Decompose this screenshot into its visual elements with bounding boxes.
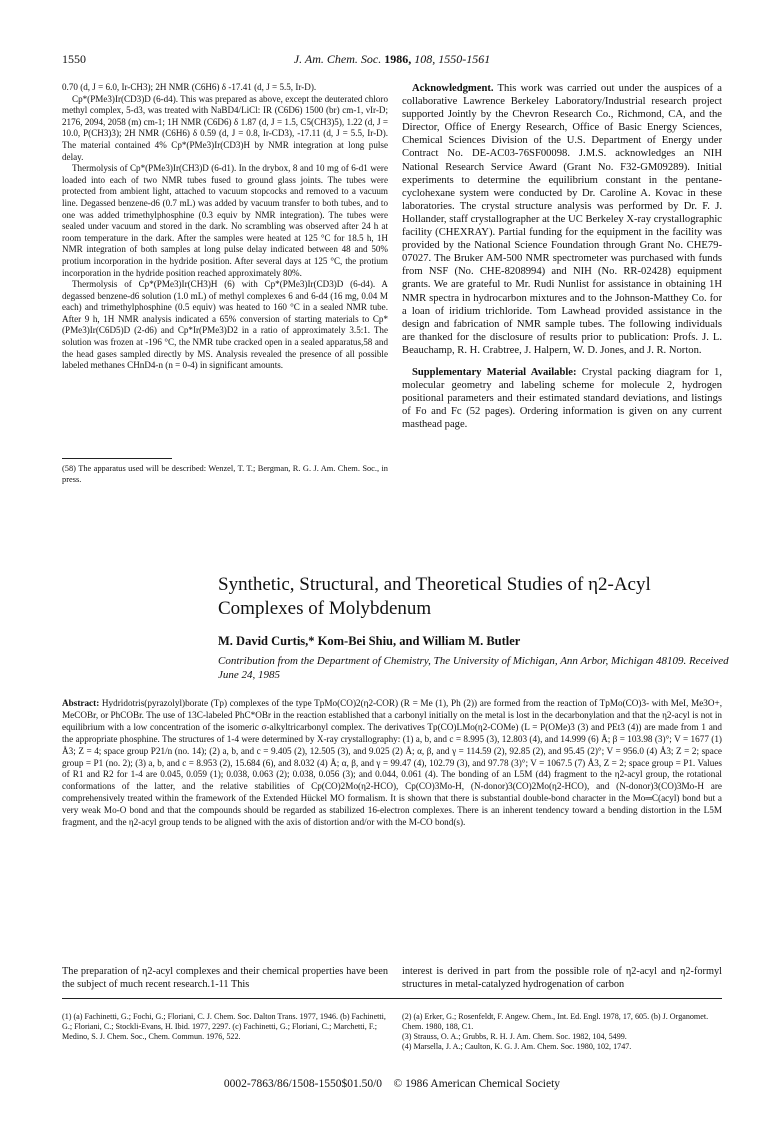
acknowledgment-text: This work was carried out under the auspices of a collaborative Lawrence Berkeley Laboratory/Industrial research project supported Jointly by the Chevron Research Co., Richmond, CA, and the Director, Office of Energy Research, Office of Basic Energy Sciences, Chemical Sciences Division of the U.S. Department of Energy under Contract No. DE-AC03-76SF00098. J.M.S. acknowledges an NIH National Research Service Award (Grant No. F32-GM09289). Initial experiments to determine the equilibrium constant in the pentane-cyclohexane system were conducted by Dr. Caroline A. Kovac in these laboratories. The crystal structure analysis was performed by Dr. F. J. Hollander, staff crystallographer at the UC Berkeley X-ray crystallographic facility (CHEXRAY). Partial funding for the equipment in the facility was provided by the National Science Foundation through Grant No. CHE79-07027. The Bruker AM-500 NMR spectrometer was purchased with funds from NSF (No. CHE-8208994) and NIH (No. RR-02428) equipment grants. We are grateful to Mr. Rudi Nunlist for assistance in obtaining 1H NMR spectra in hydrocarbon mixtures and to the Johnson-Matthey Co. for a loan of iridium trichloride. Tom Lawhead provided assistance in the design and fabrication of NMR sample tubes. The following individuals are thanked for the disclosure of results prior to publication: Profs. J. L. Beauchamp, R. H. Crabtree, J. Halpern, W. D. Jones, and J. R. Norton.	[402, 83, 722, 356]
footnote-58: (58) The apparatus used will be described: Wenzel, T. T.; Bergman, R. G. J. Am. Chem. Soc., in press.	[62, 464, 388, 484]
abstract	[62, 698, 722, 829]
journal-citation	[62, 52, 722, 67]
paragraph: Thermolysis of Cp*(PMe3)Ir(CH3)H (6) with Cp*(PMe3)Ir(CD3)D (6-d4). A degassed benzene-d6 solution (1.0 mL) of methyl complexes 6 and 6-d4 (16 mg, 0.04 M each) and trimethylphosphine (0.5 equiv) was heated to 160 °C in a sealed NMR tube. After 9 h, 1H NMR analysis indicated a 65% conversion of starting materials to Cp*(PMe3)Ir(C6D5)D (2-d6) and Cp*Ir(PMe3)D2 in a ratio of approximately 3.5:1. The solution was frozen at -196 °C, the NMR tube cracked open in a sealed apparatus,58 and the head gases sampled directly by MS. Analysis revealed the presence of all possible labeled methanes CHnD4-n (n = 0-4) in significant amounts.	[62, 279, 388, 371]
footnotes-right	[402, 1012, 722, 1052]
paragraph: Cp*(PMe3)Ir(CD3)D (6-d4). This was prepared as above, except the deuterated chloro methyl complex, 5-d3, was treated with NaBD4/LiCl: IR (C6D6) 1500 (br) cm-1, νIr-D; 2176, 2094, 2058 (m) cm-1; 1H NMR (C6D6) δ 1.87 (d, J = 1.5, C5(CH3)5), 1.22 (d, J = 10.0, P(CH3)3); 2H NMR (C6H6) δ 0.59 (d, J = 0.8, Ir-CD3), -17.11 (d, J = 5.5, Ir-D). The material contained 4% Cp*(PMe3)Ir(CD3)H by NMR integration at long pulse delay.	[62, 93, 388, 162]
left-column-text	[62, 82, 388, 372]
acknowledgment-label: Acknowledgment.	[412, 83, 494, 94]
paragraph: Thermolysis of Cp*(PMe3)Ir(CH3)D (6-d1). In the drybox, 8 and 10 mg of 6-d1 were loaded into each of two NMR tubes fused to ground glass joints. The tubes were protected from ambient light, attached to vacuum stopcocks and removed to a vacuum line. Degassed benzene-d6 (0.7 mL) was added by vacuum transfer to both tubes, and to one was added trimethylphosphine (0.3 equiv by NMR integration). The tubes were sealed under vacuum and stored in the dark. No scrambling was observed after 24 h at room temperature in the dark. After the samples were heated at 125 °C for 18.5 h, 1H NMR integration of both samples at long pulse delay indicated between 48 and 50% protium incorporation in the hydride position. After several days at 125 °C, the protium incorporation in the hydride position reached approximately 80%.	[62, 163, 388, 278]
article-authors: M. David Curtis,* Kom-Bei Shiu, and William M. Butler	[218, 634, 521, 648]
acknowledgment	[402, 82, 722, 357]
journal-name: J. Am. Chem. Soc.	[293, 52, 382, 66]
running-header	[62, 52, 722, 72]
abstract-text: Hydridotris(pyrazolyl)borate (Tp) complexes of the type TpMo(CO)2(η2-COR) (R = Me (1), Ph (2)) are formed from the reaction of TpMo(CO)3- with MeI, Me3O+, MeCOBr, or PhCOBr. The use of 13C-labeled PhC*OBr in the reaction established that a carbonyl initially on the metal is lost in the decarbonylation and that the η2-acyl is not in equilibrium with a low concentration of the isomeric σ-alkyltricarbonyl complex. The derivatives Tp(CO)LMo(η2-COMe) (L = P(OMe)3 (3) and PEt3 (4)) are made from 1 and the appropriate phosphine. The structures of 1-4 were determined by X-ray crystallography: (1) a, b, and c = 8.995 (3), 12.803 (4), and 14.999 (6) Å; β = 103.98 (3)°; V = 1677 (1) Å3; Z = 4; space group P21/n (no. 14); (2) a, b, and c = 9.405 (2), 12.505 (3), and 9.025 (2) Å; α, β, and γ = 114.59 (2), 92.85 (2), and 95.45 (2)°; V = 956.0 (4) Å3; Z = 2; space group = P1 (no. 2); (3) a, b, and c = 8.953 (2), 15.684 (6), and 8.032 (4) Å; α, β, and γ = 99.47 (4), 102.79 (3), and 97.78 (3)°; V = 1067.5 (7) Å3, Z = 2; space group = P1. Values of R1 and R2 for 1-4 are 0.045, 0.059 (1); 0.038, 0.063 (2); 0.038, 0.056 (3); and 0.044, 0.061 (4). The bonding of an L5M (d4) fragment to the η2-acyl group, the rotational conformations of the latter, and the relative stabilities of Cp(CO)2Mo(η2-HCO), Cp(CO)3Mo-H, (N-donor)3(CO)2Mo(η2-HCO), and (N-donor)3(CO)3Mo-H are comprehensively treated within the framework of the Extended Hückel MO formalism. It is shown that there is substantial double-bond character in the Mo═C(acyl) bond but a very weak Mo-O bond and that the compounds should be regarded as stabilized 16-electron complexes. There is an inherent tendency toward a bending distortion in the L5M fragment, and the η2-acyl group tends to be aligned with the axis of distortion and/or with the M-CO bond(s).	[62, 698, 723, 828]
footnotes-left	[62, 1012, 388, 1042]
intro-right: interest is derived in part from the possible role of η2-acyl and η2-formyl structures in metal-catalyzed hydrogenation of carbon	[402, 966, 722, 990]
supplementary-text: Crystal packing diagram for 1, molecular geometry and labeling scheme for molecule 2, hydrogen positional parameters and their estimated standard deviations, and listings of Fo and Fc (52 pages). Ordering information is given on any current masthead page.	[402, 366, 722, 431]
journal-pages: 1550-1561	[438, 52, 491, 66]
footnote-item: (1) (a) Fachinetti, G.; Fochi, G.; Floriani, C. J. Chem. Soc. Dalton Trans. 1977, 1946. (b) Fachinetti, G.; Floriani, C.; Stockli-Evans, H. Ibid. 1977, 2297. (c) Fachinetti, G.; Floriani, C.; Marchetti, F.; Medino, S. J. Chem. Soc., Chem. Commun. 1976, 522.	[62, 1012, 386, 1042]
journal-year: 1986,	[384, 52, 412, 66]
abstract-label: Abstract:	[62, 698, 100, 708]
right-column-text	[402, 82, 722, 440]
paragraph: 0.70 (d, J = 6.0, Ir-CH3); 2H NMR (C6H6) δ -17.41 (d, J = 5.5, Ir-D).	[62, 82, 317, 92]
intro-left: The preparation of η2-acyl complexes and their chemical properties have been the subject of much recent research.1-11 This	[62, 966, 388, 990]
footnote-rule	[62, 998, 722, 999]
copyright: © 1986 American Chemical Society	[393, 1078, 561, 1090]
supplementary-label: Supplementary Material Available:	[412, 366, 577, 378]
page-number: 1550	[62, 52, 86, 66]
journal-volume: 108,	[414, 52, 436, 66]
page-footer	[62, 1078, 722, 1090]
footnote-item: (2) (a) Erker, G.; Rosenfeldt, F. Angew. Chem., Int. Ed. Engl. 1978, 17, 605. (b) J. Organomet. Chem. 1980, 188, C1.	[402, 1012, 709, 1032]
article-code: 0002-7863/86/1508-1550$01.50/0	[223, 1078, 383, 1090]
footnote-divider	[62, 458, 172, 459]
footnote-item: (4) Marsella, J. A.; Caulton, K. G. J. Am. Chem. Soc. 1980, 102, 1747.	[402, 1042, 632, 1052]
supplementary-material	[402, 366, 722, 431]
article-affiliation: Contribution from the Department of Chemistry, The University of Michigan, Ann Arbor, Michigan 48109. Received June 24, 1985	[218, 655, 729, 681]
footnote-item: (3) Strauss, O. A.; Grubbs, R. H. J. Am. Chem. Soc. 1982, 104, 5499.	[402, 1032, 627, 1042]
article-title: Synthetic, Structural, and Theoretical Studies of η2-Acyl Complexes of Molybdenum	[218, 574, 651, 619]
